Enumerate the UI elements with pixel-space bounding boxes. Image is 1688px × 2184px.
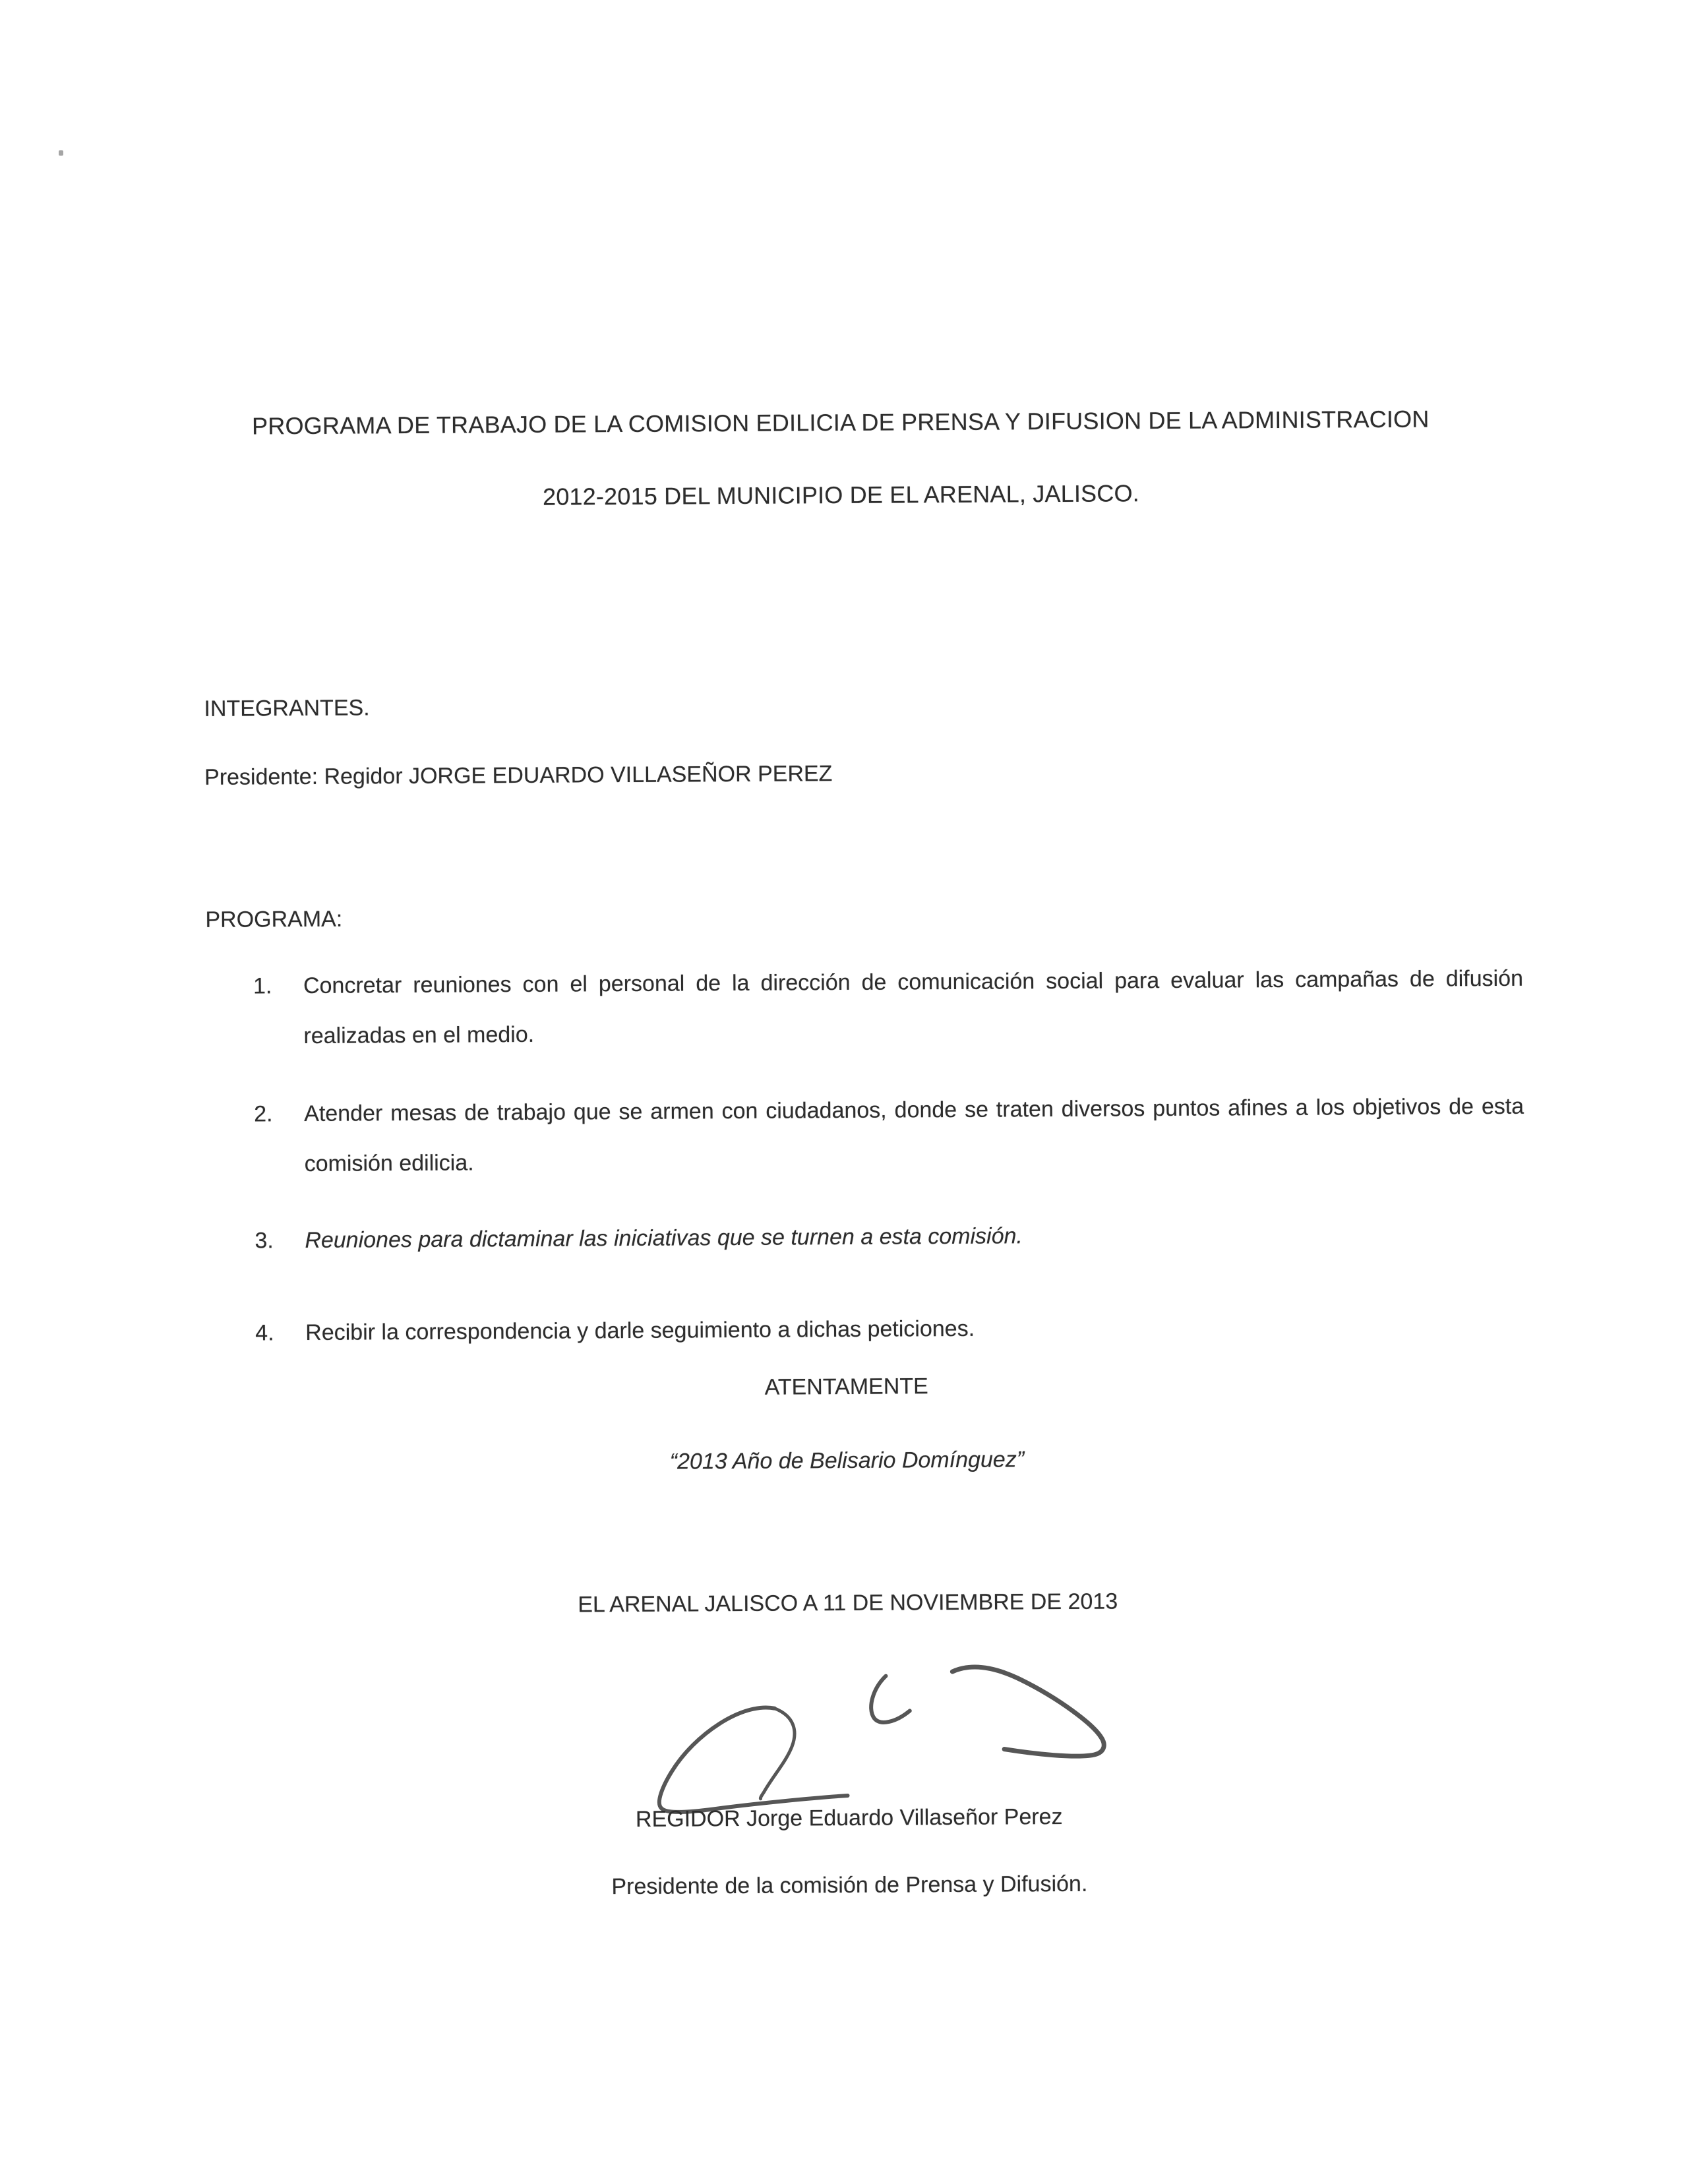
handwritten-signature <box>564 1654 1159 1816</box>
program-item-2 <box>254 1081 1524 1189</box>
program-item-4 <box>255 1300 1525 1358</box>
signer-title-line: Presidente de la comisión de Prensa y Difusión. <box>611 1871 1088 1900</box>
program-item-1 <box>253 954 1524 1061</box>
document-title-line-2: 2012-2015 DEL MUNICIPIO DE EL ARENAL, JALISCO. <box>542 479 1140 510</box>
presidente-line: Presidente: Regidor JORGE EDUARDO VILLASEÑOR PEREZ <box>204 761 833 790</box>
program-item-2-text: Atender mesas de trabajo que se armen con ciudadanos, donde se traten diversos puntos afines a los objetivos de esta comisión edilicia. <box>304 1093 1524 1177</box>
year-motto: “2013 Año de Belisario Domínguez” <box>669 1447 1025 1474</box>
program-item-3-text: Reuniones para dictaminar las iniciativas que se turnen a esta comisión. <box>305 1223 1023 1254</box>
place-date-line: EL ARENAL JALISCO A 11 DE NOVIEMBRE DE 2013 <box>578 1589 1118 1618</box>
closing-salutation: ATENTAMENTE <box>764 1374 928 1400</box>
program-item-4-number: 4. <box>255 1320 274 1346</box>
program-item-3-number: 3. <box>255 1228 274 1254</box>
program-item-4-text: Recibir la correspondencia y darle seguimiento a dichas peticiones. <box>305 1316 975 1345</box>
programa-heading: PROGRAMA: <box>205 906 343 932</box>
integrantes-heading: INTEGRANTES. <box>204 695 370 721</box>
document-title-line-1: PROGRAMA DE TRABAJO DE LA COMISION EDILICIA DE PRENSA Y DIFUSION DE LA ADMINISTRACION <box>251 405 1430 440</box>
program-item-1-number: 1. <box>253 973 272 999</box>
program-item-2-number: 2. <box>254 1101 273 1127</box>
program-item-1-text: Concretar reuniones con el personal de la dirección de comunicación social para evaluar las campañas de difusión realizadas en el medio. <box>303 965 1524 1049</box>
program-item-3 <box>255 1208 1524 1265</box>
signer-name-line: REGIDOR Jorge Eduardo Villaseñor Perez <box>635 1804 1063 1832</box>
